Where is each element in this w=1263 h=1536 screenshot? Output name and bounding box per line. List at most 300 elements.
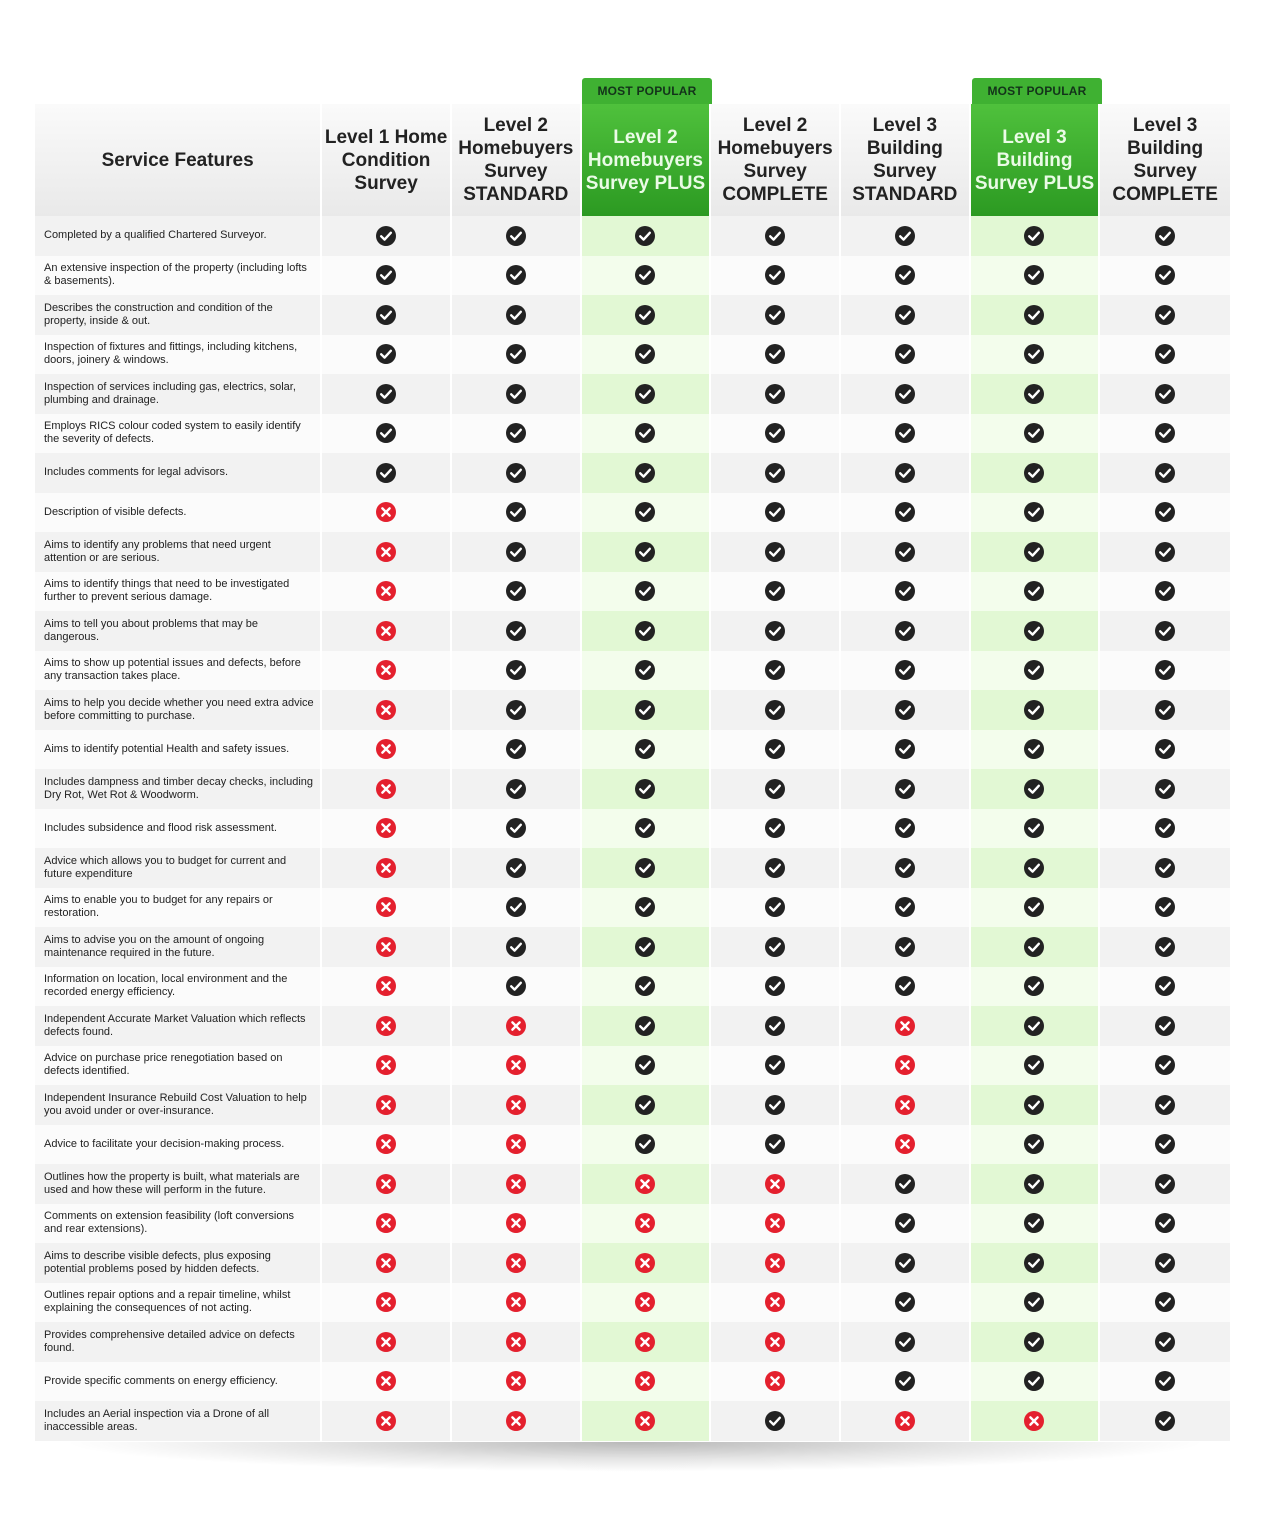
check-icon [1024,265,1044,285]
check-icon [895,858,915,878]
feature-cell [452,1006,582,1046]
check-icon [635,700,655,720]
check-icon [635,818,655,838]
check-icon [635,897,655,917]
feature-cell [971,651,1101,691]
feature-cell [971,1125,1101,1165]
cross-icon [376,1411,396,1431]
check-icon [895,1292,915,1312]
check-icon [1024,344,1044,364]
cross-icon [376,1371,396,1391]
feature-cell [452,1362,582,1402]
feature-cell [971,927,1101,967]
cross-icon [506,1174,526,1194]
feature-cell [1100,572,1230,612]
most-popular-badge: MOST POPULAR [582,78,712,104]
check-icon [635,660,655,680]
feature-label: Aims to show up potential issues and defects, before any transaction takes place. [35,651,322,691]
check-icon [376,344,396,364]
cross-icon [376,1016,396,1036]
feature-cell [841,493,971,533]
check-icon [1024,384,1044,404]
feature-cell [971,730,1101,770]
check-icon [1155,1134,1175,1154]
check-icon [635,621,655,641]
feature-cell [711,651,841,691]
table-row [35,572,1230,612]
check-icon [895,1253,915,1273]
feature-cell [841,690,971,730]
feature-cell [582,414,712,454]
feature-cell [452,1401,582,1441]
feature-cell [452,1046,582,1086]
feature-label: Includes comments for legal advisors. [35,453,322,493]
feature-cell [582,967,712,1007]
feature-cell [452,848,582,888]
check-icon [1155,660,1175,680]
feature-cell [971,532,1101,572]
feature-cell [841,1243,971,1283]
feature-cell [711,453,841,493]
cross-icon [376,1055,396,1075]
feature-cell [711,1046,841,1086]
feature-cell [841,769,971,809]
cross-icon [376,1134,396,1154]
feature-cell [841,453,971,493]
check-icon [506,621,526,641]
check-icon [895,226,915,246]
check-icon [1155,344,1175,364]
feature-cell [841,1046,971,1086]
check-icon [1155,1332,1175,1352]
cross-icon [895,1134,915,1154]
check-icon [635,305,655,325]
feature-cell [841,374,971,414]
check-icon [1024,1253,1044,1273]
check-icon [1024,463,1044,483]
feature-cell [582,532,712,572]
check-icon [765,344,785,364]
check-icon [1155,1213,1175,1233]
feature-label: Describes the construction and condition of the property, inside & out. [35,295,322,335]
check-icon [1155,700,1175,720]
feature-cell [582,888,712,928]
check-icon [1024,502,1044,522]
feature-column-header: Service Features [35,104,322,216]
feature-cell [582,493,712,533]
feature-cell [452,809,582,849]
check-icon [506,779,526,799]
feature-cell [582,651,712,691]
feature-cell [322,1006,452,1046]
cross-icon [506,1095,526,1115]
feature-cell [322,216,452,256]
check-icon [506,897,526,917]
feature-cell [322,1204,452,1244]
feature-cell [452,611,582,651]
feature-cell [711,1164,841,1204]
feature-label: Aims to advise you on the amount of ongoing maintenance required in the future. [35,927,322,967]
feature-cell [841,809,971,849]
feature-label: Employs RICS colour coded system to easily identify the severity of defects. [35,414,322,454]
feature-label: Aims to describe visible defects, plus exposing potential problems posed by hidden defects. [35,1243,322,1283]
table-row [35,888,1230,928]
check-icon [1155,858,1175,878]
feature-cell [841,1322,971,1362]
check-icon [765,976,785,996]
cross-icon [506,1411,526,1431]
feature-cell [711,1401,841,1441]
feature-cell [582,1085,712,1125]
feature-label: Aims to enable you to budget for any repairs or restoration. [35,888,322,928]
check-icon [635,739,655,759]
check-icon [1155,305,1175,325]
check-icon [1155,1411,1175,1431]
check-icon [765,265,785,285]
check-icon [1155,739,1175,759]
feature-cell [711,295,841,335]
feature-cell [452,1283,582,1323]
check-icon [895,660,915,680]
feature-label: Inspection of fixtures and fittings, including kitchens, doors, joinery & windows. [35,335,322,375]
check-icon [1024,1134,1044,1154]
check-icon [895,1174,915,1194]
cross-icon [506,1253,526,1273]
feature-cell [582,848,712,888]
cross-icon [376,660,396,680]
check-icon [895,463,915,483]
feature-cell [1100,611,1230,651]
feature-cell [582,374,712,414]
cross-icon [765,1213,785,1233]
column-header-level2-plus: Level 2 Homebuyers Survey PLUS [582,104,712,216]
feature-cell [1100,848,1230,888]
check-icon [1155,779,1175,799]
feature-cell [841,532,971,572]
feature-cell [452,1125,582,1165]
table-row [35,651,1230,691]
check-icon [1024,1174,1044,1194]
table-row [35,1164,1230,1204]
feature-cell [322,1322,452,1362]
feature-cell [582,1283,712,1323]
feature-cell [582,1401,712,1441]
check-icon [1155,1371,1175,1391]
feature-cell [711,1125,841,1165]
feature-cell [452,295,582,335]
check-icon [506,423,526,443]
feature-cell [971,848,1101,888]
feature-cell [711,927,841,967]
cross-icon [376,1253,396,1273]
feature-label: Completed by a qualified Chartered Surveyor. [35,216,322,256]
feature-cell [582,690,712,730]
feature-cell [582,1204,712,1244]
feature-cell [322,453,452,493]
feature-cell [711,1085,841,1125]
feature-cell [1100,532,1230,572]
feature-cell [452,651,582,691]
table-row [35,1006,1230,1046]
feature-cell [322,1243,452,1283]
feature-label: Includes dampness and timber decay checks, including Dry Rot, Wet Rot & Woodworm. [35,769,322,809]
check-icon [765,384,785,404]
check-icon [1024,897,1044,917]
cross-icon [376,739,396,759]
feature-cell [582,1164,712,1204]
feature-cell [711,1243,841,1283]
check-icon [765,897,785,917]
feature-cell [971,414,1101,454]
feature-cell [322,927,452,967]
check-icon [635,1134,655,1154]
table-row [35,414,1230,454]
feature-cell [711,572,841,612]
check-icon [1155,1016,1175,1036]
check-icon [1155,265,1175,285]
feature-cell [971,888,1101,928]
feature-cell [452,967,582,1007]
feature-cell [841,572,971,612]
check-icon [506,305,526,325]
feature-label: Provide specific comments on energy efficiency. [35,1362,322,1402]
check-icon [765,818,785,838]
feature-cell [322,730,452,770]
cross-icon [376,937,396,957]
check-icon [1024,937,1044,957]
check-icon [895,502,915,522]
feature-cell [322,690,452,730]
feature-label: Aims to identify potential Health and safety issues. [35,730,322,770]
feature-cell [582,572,712,612]
check-icon [765,1016,785,1036]
feature-cell [452,927,582,967]
table-row [35,1362,1230,1402]
feature-cell [971,1204,1101,1244]
check-icon [506,463,526,483]
feature-cell [971,572,1101,612]
feature-cell [322,335,452,375]
check-icon [895,621,915,641]
feature-cell [841,927,971,967]
cross-icon [506,1332,526,1352]
feature-cell [841,1125,971,1165]
feature-cell [711,769,841,809]
feature-label: Advice which allows you to budget for current and future expenditure [35,848,322,888]
cross-icon [765,1292,785,1312]
feature-cell [452,1085,582,1125]
feature-cell [1100,967,1230,1007]
feature-cell [711,809,841,849]
feature-cell [1100,1401,1230,1441]
check-icon [1024,976,1044,996]
cross-icon [765,1253,785,1273]
cross-icon [376,818,396,838]
check-icon [895,423,915,443]
feature-cell [711,1322,841,1362]
check-icon [765,542,785,562]
feature-cell [1100,1243,1230,1283]
check-icon [635,502,655,522]
check-icon [765,660,785,680]
feature-label: Advice on purchase price renegotiation based on defects identified. [35,1046,322,1086]
check-icon [635,542,655,562]
check-icon [1024,779,1044,799]
feature-label: Description of visible defects. [35,493,322,533]
feature-cell [582,256,712,296]
check-icon [506,660,526,680]
check-icon [1024,581,1044,601]
feature-cell [971,335,1101,375]
check-icon [765,1411,785,1431]
check-icon [635,937,655,957]
check-icon [895,937,915,957]
feature-cell [322,414,452,454]
feature-cell [971,1046,1101,1086]
check-icon [506,542,526,562]
feature-label: Aims to identify things that need to be investigated further to prevent serious damage. [35,572,322,612]
feature-cell [452,216,582,256]
check-icon [635,976,655,996]
feature-cell [711,1006,841,1046]
feature-cell [841,730,971,770]
check-icon [1155,937,1175,957]
check-icon [895,700,915,720]
table-row [35,1046,1230,1086]
check-icon [635,1016,655,1036]
feature-label: Aims to identify any problems that need urgent attention or are serious. [35,532,322,572]
check-icon [895,305,915,325]
feature-cell [1100,335,1230,375]
feature-cell [971,1085,1101,1125]
feature-cell [1100,690,1230,730]
check-icon [1155,463,1175,483]
check-icon [506,265,526,285]
feature-label: Comments on extension feasibility (loft conversions and rear extensions). [35,1204,322,1244]
feature-cell [711,1283,841,1323]
check-icon [635,226,655,246]
feature-label: Includes an Aerial inspection via a Drone of all inaccessible areas. [35,1401,322,1441]
table-row [35,730,1230,770]
feature-label: Inspection of services including gas, electrics, solar, plumbing and drainage. [35,374,322,414]
feature-cell [711,848,841,888]
check-icon [635,779,655,799]
check-icon [765,226,785,246]
feature-cell [322,1164,452,1204]
table-row [35,532,1230,572]
feature-cell [452,730,582,770]
check-icon [895,1213,915,1233]
feature-cell [1100,730,1230,770]
feature-cell [582,1006,712,1046]
feature-cell [1100,927,1230,967]
feature-cell [322,769,452,809]
feature-cell [582,1243,712,1283]
feature-cell [582,809,712,849]
feature-cell [1100,414,1230,454]
check-icon [376,265,396,285]
check-icon [376,384,396,404]
feature-cell [711,532,841,572]
table-row [35,769,1230,809]
cross-icon [1024,1411,1044,1431]
check-icon [635,463,655,483]
check-icon [895,265,915,285]
table-row [35,374,1230,414]
cross-icon [895,1016,915,1036]
feature-cell [322,1401,452,1441]
table-row [35,1322,1230,1362]
feature-cell [322,532,452,572]
feature-cell [452,256,582,296]
check-icon [1155,621,1175,641]
feature-cell [452,1204,582,1244]
feature-cell [971,1006,1101,1046]
cross-icon [376,1292,396,1312]
check-icon [765,700,785,720]
check-icon [765,1055,785,1075]
cross-icon [376,581,396,601]
feature-cell [841,967,971,1007]
feature-cell [1100,374,1230,414]
feature-cell [971,690,1101,730]
check-icon [506,581,526,601]
check-icon [895,739,915,759]
check-icon [1024,1095,1044,1115]
feature-cell [1100,1362,1230,1402]
feature-cell [711,414,841,454]
check-icon [635,423,655,443]
table-shadow [60,1442,1210,1472]
feature-cell [582,611,712,651]
feature-cell [322,651,452,691]
feature-cell [1100,1164,1230,1204]
feature-label: An extensive inspection of the property (including lofts & basements). [35,256,322,296]
column-header-level3-standard: Level 3 Building Survey STANDARD [841,104,971,216]
feature-cell [322,1362,452,1402]
cross-icon [506,1016,526,1036]
feature-label: Includes subsidence and flood risk assessment. [35,809,322,849]
cross-icon [376,542,396,562]
feature-cell [452,769,582,809]
table-row [35,1283,1230,1323]
cross-icon [506,1213,526,1233]
cross-icon [376,700,396,720]
feature-cell [711,888,841,928]
feature-label: Independent Accurate Market Valuation which reflects defects found. [35,1006,322,1046]
table-row [35,216,1230,256]
check-icon [1024,1016,1044,1036]
check-icon [506,739,526,759]
feature-cell [971,1322,1101,1362]
feature-cell [452,414,582,454]
feature-cell [1100,1322,1230,1362]
feature-cell [322,1125,452,1165]
table-row [35,1125,1230,1165]
check-icon [506,344,526,364]
check-icon [506,226,526,246]
check-icon [1024,858,1044,878]
check-icon [1155,1292,1175,1312]
feature-cell [452,572,582,612]
feature-cell [452,335,582,375]
check-icon [376,463,396,483]
feature-cell [1100,493,1230,533]
column-header-level3-plus: Level 3 Building Survey PLUS [971,104,1101,216]
feature-label: Provides comprehensive detailed advice on defects found. [35,1322,322,1362]
check-icon [635,1055,655,1075]
feature-cell [971,809,1101,849]
